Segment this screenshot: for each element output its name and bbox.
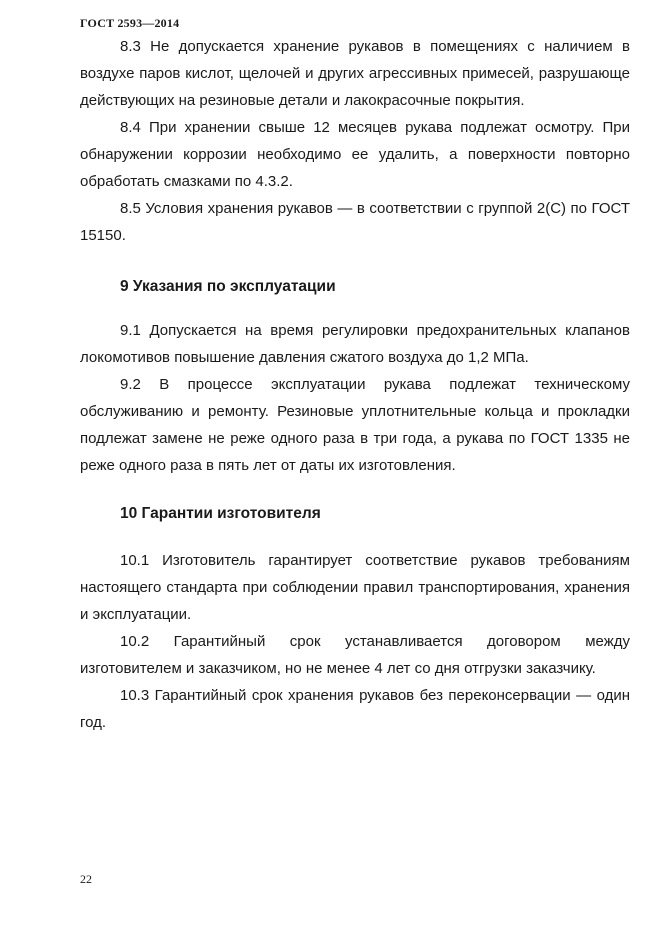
paragraph-9-1: 9.1 Допускается на время регулировки предохранительных клапанов локомотивов повышение давления сжатого воздуха до 1,2 МПа. (80, 322, 630, 366)
spacer (80, 527, 630, 547)
document-header: ГОСТ 2593—2014 (80, 16, 180, 30)
spacer (80, 249, 630, 273)
page-body (80, 33, 630, 736)
page-number: 22 (80, 872, 92, 886)
paragraph-10-2: 10.2 Гарантийный срок устанавливается договором между изготовителем и заказчиком, но не менее 4 лет со дня отгрузки заказчику. (80, 633, 630, 677)
paragraph-8-3: 8.3 Не допускается хранение рукавов в помещениях с наличием в воздухе паров кислот, щелочей и других агрессивных примесей, разрушающе действующих на резиновые детали и лакокрасочные покрытия. (80, 38, 630, 109)
section-10-heading: 10 Гарантии изготовителя (120, 505, 321, 522)
spacer (80, 479, 630, 500)
paragraph-10-3: 10.3 Гарантийный срок хранения рукавов без переконсервации — один год. (80, 687, 630, 731)
spacer (80, 300, 630, 317)
paragraph-8-5: 8.5 Условия хранения рукавов — в соответствии с группой 2(С) по ГОСТ 15150. (80, 200, 630, 244)
paragraph-10-1: 10.1 Изготовитель гарантирует соответствие рукавов требованиям настоящего стандарта при соблюдении правил транспортирования, хранения и эксплуатации. (80, 552, 630, 623)
paragraph-8-4: 8.4 При хранении свыше 12 месяцев рукава подлежат осмотру. При обнаружении коррозии необходимо ее удалить, а поверхности повторно обработать смазками по 4.3.2. (80, 119, 630, 190)
section-9-heading: 9 Указания по эксплуатации (120, 278, 336, 295)
paragraph-9-2: 9.2 В процессе эксплуатации рукава подлежат техническому обслуживанию и ремонту. Резиновые уплотнительные кольца и прокладки подлежат замене не реже одного раза в три года, а рукава по ГОСТ 1335 не реже одного раза в пять лет от даты их изготовления. (80, 376, 630, 474)
